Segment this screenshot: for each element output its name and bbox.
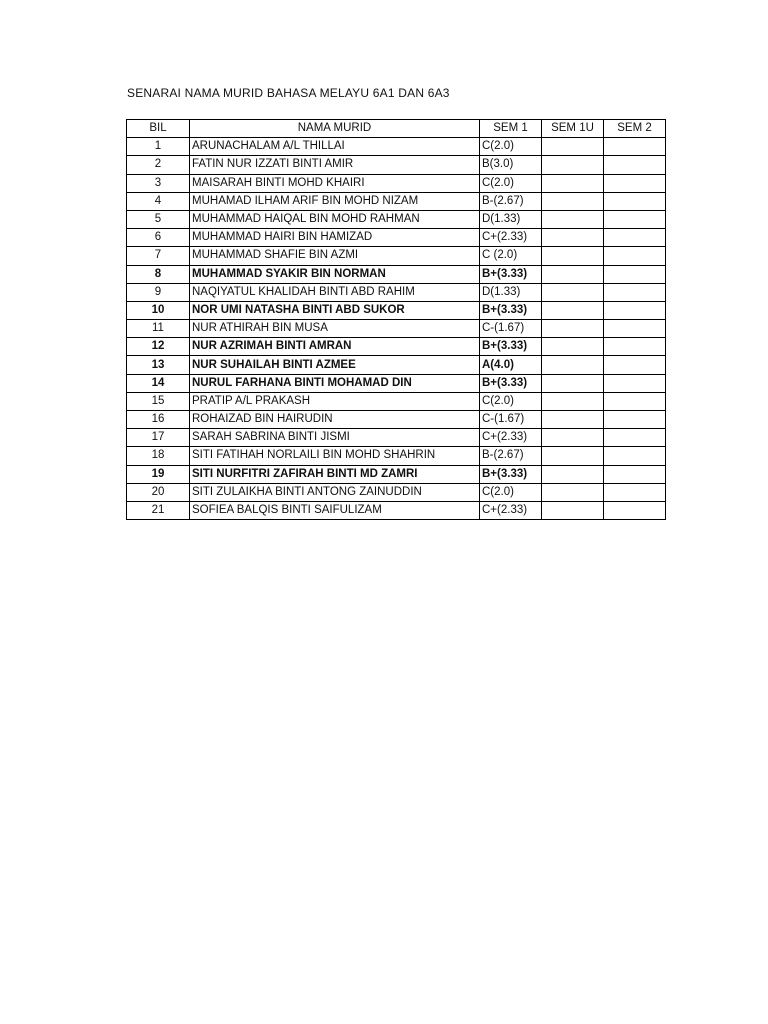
cell-sem1u-grade: [542, 338, 604, 356]
cell-sem1u-grade: [542, 356, 604, 374]
cell-sem1u-grade: [542, 210, 604, 228]
cell-bil: 4: [127, 192, 190, 210]
header-bil: BIL: [127, 120, 190, 138]
cell-sem1-grade: B-(2.67): [480, 447, 542, 465]
cell-sem1-grade: C+(2.33): [480, 501, 542, 519]
cell-bil: 19: [127, 465, 190, 483]
cell-sem2-grade: [604, 338, 666, 356]
table-row: [127, 429, 666, 447]
cell-sem1-grade: C+(2.33): [480, 429, 542, 447]
cell-sem1-grade: A(4.0): [480, 356, 542, 374]
cell-sem2-grade: [604, 210, 666, 228]
cell-bil: 17: [127, 429, 190, 447]
table-row: [127, 229, 666, 247]
cell-sem1u-grade: [542, 301, 604, 319]
table-row: [127, 283, 666, 301]
cell-bil: 1: [127, 138, 190, 156]
cell-student-name: FATIN NUR IZZATI BINTI AMIR: [190, 156, 480, 174]
cell-sem1u-grade: [542, 429, 604, 447]
cell-bil: 18: [127, 447, 190, 465]
cell-sem1-grade: C-(1.67): [480, 320, 542, 338]
cell-sem2-grade: [604, 283, 666, 301]
table-row: [127, 483, 666, 501]
cell-student-name: SITI NURFITRI ZAFIRAH BINTI MD ZAMRI: [190, 465, 480, 483]
cell-bil: 12: [127, 338, 190, 356]
cell-bil: 11: [127, 320, 190, 338]
cell-sem1-grade: B+(3.33): [480, 265, 542, 283]
cell-bil: 16: [127, 411, 190, 429]
table-row: [127, 192, 666, 210]
cell-student-name: MUHAMMAD HAIQAL BIN MOHD RAHMAN: [190, 210, 480, 228]
table-row: [127, 356, 666, 374]
table-row: [127, 447, 666, 465]
table-row: [127, 174, 666, 192]
table-row: [127, 411, 666, 429]
page-title: SENARAI NAMA MURID BAHASA MELAYU 6A1 DAN 6A3: [127, 86, 450, 100]
cell-sem1-grade: C(2.0): [480, 138, 542, 156]
cell-sem1u-grade: [542, 156, 604, 174]
cell-sem1-grade: C+(2.33): [480, 229, 542, 247]
cell-sem2-grade: [604, 156, 666, 174]
cell-bil: 10: [127, 301, 190, 319]
cell-student-name: NUR ATHIRAH BIN MUSA: [190, 320, 480, 338]
cell-sem1u-grade: [542, 247, 604, 265]
cell-bil: 13: [127, 356, 190, 374]
cell-sem2-grade: [604, 483, 666, 501]
cell-sem1-grade: B+(3.33): [480, 465, 542, 483]
cell-sem2-grade: [604, 192, 666, 210]
table-row: [127, 338, 666, 356]
cell-sem1-grade: C(2.0): [480, 174, 542, 192]
header-sem2: SEM 2: [604, 120, 666, 138]
cell-student-name: MUHAMAD ILHAM ARIF BIN MOHD NIZAM: [190, 192, 480, 210]
cell-sem2-grade: [604, 356, 666, 374]
cell-student-name: MUHAMMAD SHAFIE BIN AZMI: [190, 247, 480, 265]
table-row: [127, 501, 666, 519]
cell-sem1-grade: C-(1.67): [480, 411, 542, 429]
cell-sem1-grade: D(1.33): [480, 210, 542, 228]
table-row: [127, 210, 666, 228]
cell-bil: 8: [127, 265, 190, 283]
cell-bil: 9: [127, 283, 190, 301]
cell-sem1u-grade: [542, 392, 604, 410]
cell-sem1u-grade: [542, 265, 604, 283]
cell-bil: 6: [127, 229, 190, 247]
cell-sem1-grade: C(2.0): [480, 392, 542, 410]
cell-sem2-grade: [604, 501, 666, 519]
table-row: [127, 465, 666, 483]
cell-student-name: SARAH SABRINA BINTI JISMI: [190, 429, 480, 447]
cell-sem2-grade: [604, 320, 666, 338]
cell-sem2-grade: [604, 429, 666, 447]
cell-student-name: SITI ZULAIKHA BINTI ANTONG ZAINUDDIN: [190, 483, 480, 501]
cell-sem1-grade: B(3.0): [480, 156, 542, 174]
cell-student-name: SITI FATIHAH NORLAILI BIN MOHD SHAHRIN: [190, 447, 480, 465]
cell-sem2-grade: [604, 301, 666, 319]
student-table: [126, 119, 666, 520]
cell-student-name: NOR UMI NATASHA BINTI ABD SUKOR: [190, 301, 480, 319]
cell-bil: 14: [127, 374, 190, 392]
cell-sem1u-grade: [542, 138, 604, 156]
table-row: [127, 374, 666, 392]
cell-bil: 3: [127, 174, 190, 192]
cell-sem1u-grade: [542, 320, 604, 338]
header-sem1: SEM 1: [480, 120, 542, 138]
cell-bil: 5: [127, 210, 190, 228]
table-row: [127, 392, 666, 410]
cell-sem1-grade: C (2.0): [480, 247, 542, 265]
cell-student-name: ROHAIZAD BIN HAIRUDIN: [190, 411, 480, 429]
cell-sem2-grade: [604, 374, 666, 392]
header-name: NAMA MURID: [190, 120, 480, 138]
cell-sem2-grade: [604, 392, 666, 410]
cell-sem2-grade: [604, 411, 666, 429]
cell-sem1u-grade: [542, 374, 604, 392]
cell-student-name: ARUNACHALAM A/L THILLAI: [190, 138, 480, 156]
table-row: [127, 156, 666, 174]
cell-sem2-grade: [604, 174, 666, 192]
table-row: [127, 320, 666, 338]
cell-student-name: MUHAMMAD SYAKIR BIN NORMAN: [190, 265, 480, 283]
cell-sem1u-grade: [542, 501, 604, 519]
cell-sem1-grade: B+(3.33): [480, 374, 542, 392]
cell-student-name: NUR AZRIMAH BINTI AMRAN: [190, 338, 480, 356]
cell-sem1u-grade: [542, 174, 604, 192]
cell-sem2-grade: [604, 447, 666, 465]
cell-sem2-grade: [604, 465, 666, 483]
cell-sem2-grade: [604, 229, 666, 247]
cell-bil: 2: [127, 156, 190, 174]
cell-sem2-grade: [604, 247, 666, 265]
cell-sem1u-grade: [542, 192, 604, 210]
cell-student-name: MUHAMMAD HAIRI BIN HAMIZAD: [190, 229, 480, 247]
cell-student-name: NUR SUHAILAH BINTI AZMEE: [190, 356, 480, 374]
cell-sem2-grade: [604, 265, 666, 283]
cell-sem1u-grade: [542, 447, 604, 465]
cell-sem1-grade: C(2.0): [480, 483, 542, 501]
cell-student-name: SOFIEA BALQIS BINTI SAIFULIZAM: [190, 501, 480, 519]
cell-bil: 21: [127, 501, 190, 519]
cell-sem1-grade: B-(2.67): [480, 192, 542, 210]
cell-student-name: NURUL FARHANA BINTI MOHAMAD DIN: [190, 374, 480, 392]
cell-sem1u-grade: [542, 283, 604, 301]
cell-bil: 7: [127, 247, 190, 265]
header-sem1u: SEM 1U: [542, 120, 604, 138]
cell-sem1u-grade: [542, 411, 604, 429]
cell-student-name: NAQIYATUL KHALIDAH BINTI ABD RAHIM: [190, 283, 480, 301]
cell-sem1u-grade: [542, 483, 604, 501]
cell-sem1-grade: D(1.33): [480, 283, 542, 301]
cell-sem1-grade: B+(3.33): [480, 338, 542, 356]
table-row: [127, 247, 666, 265]
cell-bil: 15: [127, 392, 190, 410]
cell-sem1u-grade: [542, 229, 604, 247]
table-body: [127, 138, 666, 520]
cell-bil: 20: [127, 483, 190, 501]
table-header-row: [127, 120, 666, 138]
table-row: [127, 301, 666, 319]
table-row: [127, 265, 666, 283]
cell-student-name: MAISARAH BINTI MOHD KHAIRI: [190, 174, 480, 192]
cell-student-name: PRATIP A/L PRAKASH: [190, 392, 480, 410]
cell-sem1-grade: B+(3.33): [480, 301, 542, 319]
cell-sem1u-grade: [542, 465, 604, 483]
cell-sem2-grade: [604, 138, 666, 156]
table-row: [127, 138, 666, 156]
